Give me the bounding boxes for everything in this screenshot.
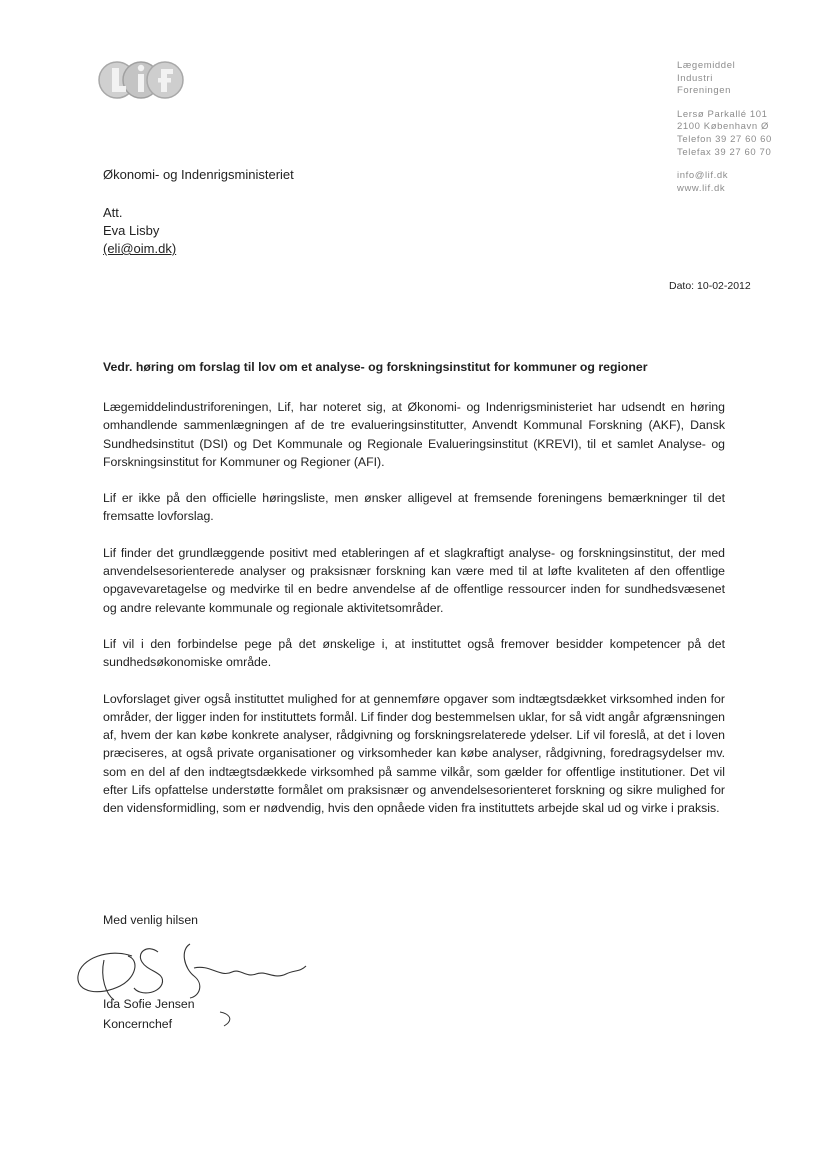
- recipient-organization: Økonomi- og Indenrigsministeriet: [103, 167, 294, 182]
- body-paragraph: Lovforslaget giver også instituttet mulighed for at gennemføre opgaver som indtægtsdækket virksomhed inden for områder, der ligger inden for instituttets formål. Lif finder dog bestemmelsen uklar, for så vidt angår afgrænsningen af, hvem der kan købe konkrete analyser, rådgivning og forskningsrelaterede ydelser. Lif vil foreslå, at det i loven præciseres, at også private organisationer og virksomheder kan købe analyser, rådgivning, foredragsydelser mv. som en del af den indtægtsdækkede virksomhed på samme vilkår, som gælder for offentlige institutioner. Det vil efter Lifs opfattelse understøtte formålet om praksisnær og anvendelsesorienteret forskning og sikre mulighed for den vidensformidling, som er nødvendig, hvis den opnåede viden fra instituttets arbejde skal ud og virke i praksis.: [103, 691, 726, 816]
- email-line: info@lif.dk: [677, 170, 729, 182]
- signer-block: [103, 994, 195, 1034]
- sender-line: Lægemiddel: [677, 60, 736, 71]
- closing-greeting: Med venlig hilsen: [103, 913, 199, 927]
- lif-logo: [98, 55, 184, 105]
- recipient-block: [103, 166, 294, 258]
- recipient-att: Att.: [103, 205, 123, 220]
- website-line: www.lif.dk: [677, 182, 726, 194]
- phone-line: Telefon 39 27 60 60: [677, 133, 772, 145]
- address-line: 2100 København Ø: [677, 121, 769, 133]
- signer-name: Ida Sofie Jensen: [103, 997, 195, 1011]
- letter-body: [103, 398, 725, 836]
- body-paragraph: Lægemiddelindustriforeningen, Lif, har noteret sig, at Økonomi- og Indenrigsministeriet har udsendt en høring omhandlende sammenlægningen af de tre evalueringsinstitutter, Anvendt Kommunal Forskning (AKF), Dansk Sundhedsinstitut (DSI) og Det Kommunale og Regionale Evalueringsinstitut (KREVI), til et samlet Analyse- og Forskningsinstitut for Kommuner og Regioner (AFI).: [103, 400, 725, 469]
- address-line: Lersø Parkallé 101: [677, 108, 768, 120]
- fax-line: Telefax 39 27 60 70: [677, 146, 772, 158]
- body-paragraph: Lif finder det grundlæggende positivt med etableringen af et slagkraftigt analyse- og forskningsinstitut, der med anvendelsesorienterede analyser og praksisnær forskning kan være med til at løfte kvaliteten af den offentlige opgavevaretagelse og medvirke til en bedre anvendelse af de offentlige ressourcer inden for sundhedsvæsenet og andre relevante kommunale og regionale aktivitetsområder.: [103, 545, 725, 615]
- body-paragraph: Lif vil i den forbindelse pege på det ønskelige i, at instituttet også fremover besidder kompetencer på det sundhedsøkonomiske område.: [103, 636, 725, 670]
- sender-line: Industri: [677, 72, 713, 84]
- signer-title: Koncernchef: [103, 1017, 173, 1031]
- sender-line: Foreningen: [677, 85, 732, 97]
- letter-subject: Vedr. høring om forslag til lov om et analyse- og forskningsinstitut for kommuner og regioner: [103, 360, 648, 374]
- letterhead-sender: [677, 60, 772, 195]
- letter-date: Dato: 10-02-2012: [669, 280, 751, 292]
- recipient-name: Eva Lisby: [103, 223, 160, 238]
- recipient-email-link[interactable]: (eli@oim.dk): [103, 241, 177, 256]
- body-paragraph: Lif er ikke på den officielle høringsliste, men ønsker alligevel at fremsende foreningens bemærkninger til det fremsatte lovforslag.: [103, 491, 725, 524]
